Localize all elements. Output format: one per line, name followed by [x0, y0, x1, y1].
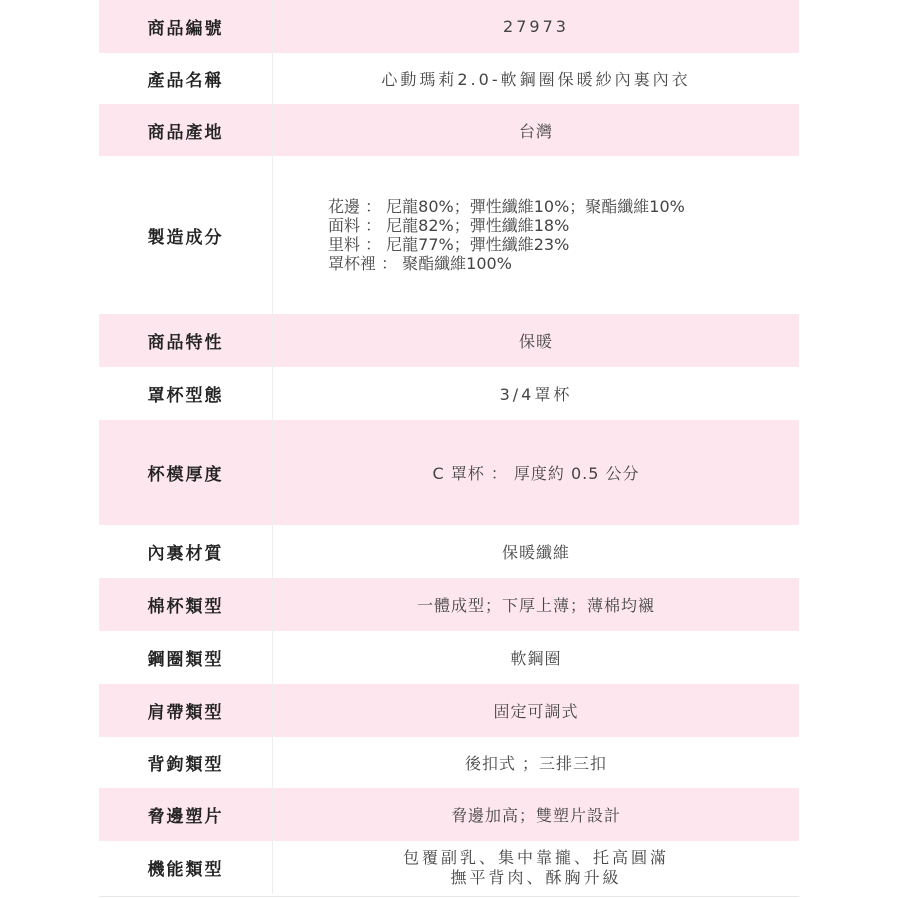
- spec-value: [273, 156, 799, 314]
- spec-label: 脅邊塑片: [99, 788, 273, 841]
- spec-row-product-name: [99, 53, 799, 104]
- spec-label: 商品特性: [99, 314, 273, 367]
- composition-line: 面料 ： 尼龍82%；彈性纖維18%: [328, 216, 570, 235]
- spec-value: 保暖纖維: [501, 543, 570, 562]
- spec-label: 商品產地: [99, 104, 273, 156]
- spec-row-side-panel: [99, 788, 799, 841]
- spec-value: C 罩杯 ： 厚度約 0.5 公分: [432, 464, 640, 483]
- spec-label: 機能類型: [99, 841, 273, 894]
- spec-label: 背鉤類型: [99, 737, 273, 788]
- spec-value: 一體成型；下厚上薄；薄棉均襯: [416, 596, 655, 615]
- spec-value: 脅邊加高；雙塑片設計: [450, 806, 621, 825]
- spec-row-strap-type: [99, 684, 799, 737]
- spec-row-pad-type: [99, 578, 799, 631]
- spec-row-product-number: [99, 0, 799, 53]
- spec-label: 內裏材質: [99, 525, 273, 578]
- spec-value: 台灣: [518, 121, 553, 141]
- table-bottom-divider: [99, 896, 799, 897]
- spec-value: 固定可調式: [493, 702, 579, 721]
- spec-value: 保暖: [518, 332, 553, 351]
- spec-label: 罩杯型態: [99, 367, 273, 420]
- spec-label: 製造成分: [99, 156, 273, 314]
- spec-row-lining: [99, 525, 799, 578]
- spec-value: 27973: [503, 17, 569, 36]
- spec-row-feature: [99, 314, 799, 367]
- function-line: 撫平背肉、酥胸升級: [450, 867, 622, 887]
- spec-row-wire-type: [99, 631, 799, 684]
- spec-row-cup-thickness: [99, 420, 799, 525]
- spec-label: 產品名稱: [99, 53, 273, 104]
- spec-row-hook-type: [99, 737, 799, 788]
- spec-label: 杯模厚度: [99, 420, 273, 525]
- spec-value: 軟鋼圈: [510, 649, 562, 668]
- spec-label: 鋼圈類型: [99, 631, 273, 684]
- spec-label: 棉杯類型: [99, 578, 273, 631]
- spec-row-composition: [99, 156, 799, 314]
- composition-line: 罩杯裡 ： 聚酯纖維100%: [328, 254, 512, 273]
- spec-row-origin: [99, 104, 799, 156]
- composition-line: 花邊 ： 尼龍80%；彈性纖維10%；聚酯纖維10%: [328, 197, 685, 216]
- function-line: 包覆副乳、集中靠攏、托高圓滿: [402, 847, 669, 867]
- spec-row-function: [99, 841, 799, 894]
- spec-label: 肩帶類型: [99, 684, 273, 737]
- spec-value: 3/4罩杯: [499, 385, 573, 404]
- spec-value: 心動瑪莉2.0-軟鋼圈保暖紗內裏內衣: [381, 70, 691, 89]
- spec-table: [99, 0, 799, 894]
- composition-line: 里料 ： 尼龍77%；彈性纖維23%: [328, 235, 570, 254]
- spec-label: 商品編號: [99, 0, 273, 53]
- spec-row-cup-style: [99, 367, 799, 420]
- spec-value: 後扣式 ；三排三扣: [464, 754, 608, 773]
- spec-value: [273, 841, 799, 894]
